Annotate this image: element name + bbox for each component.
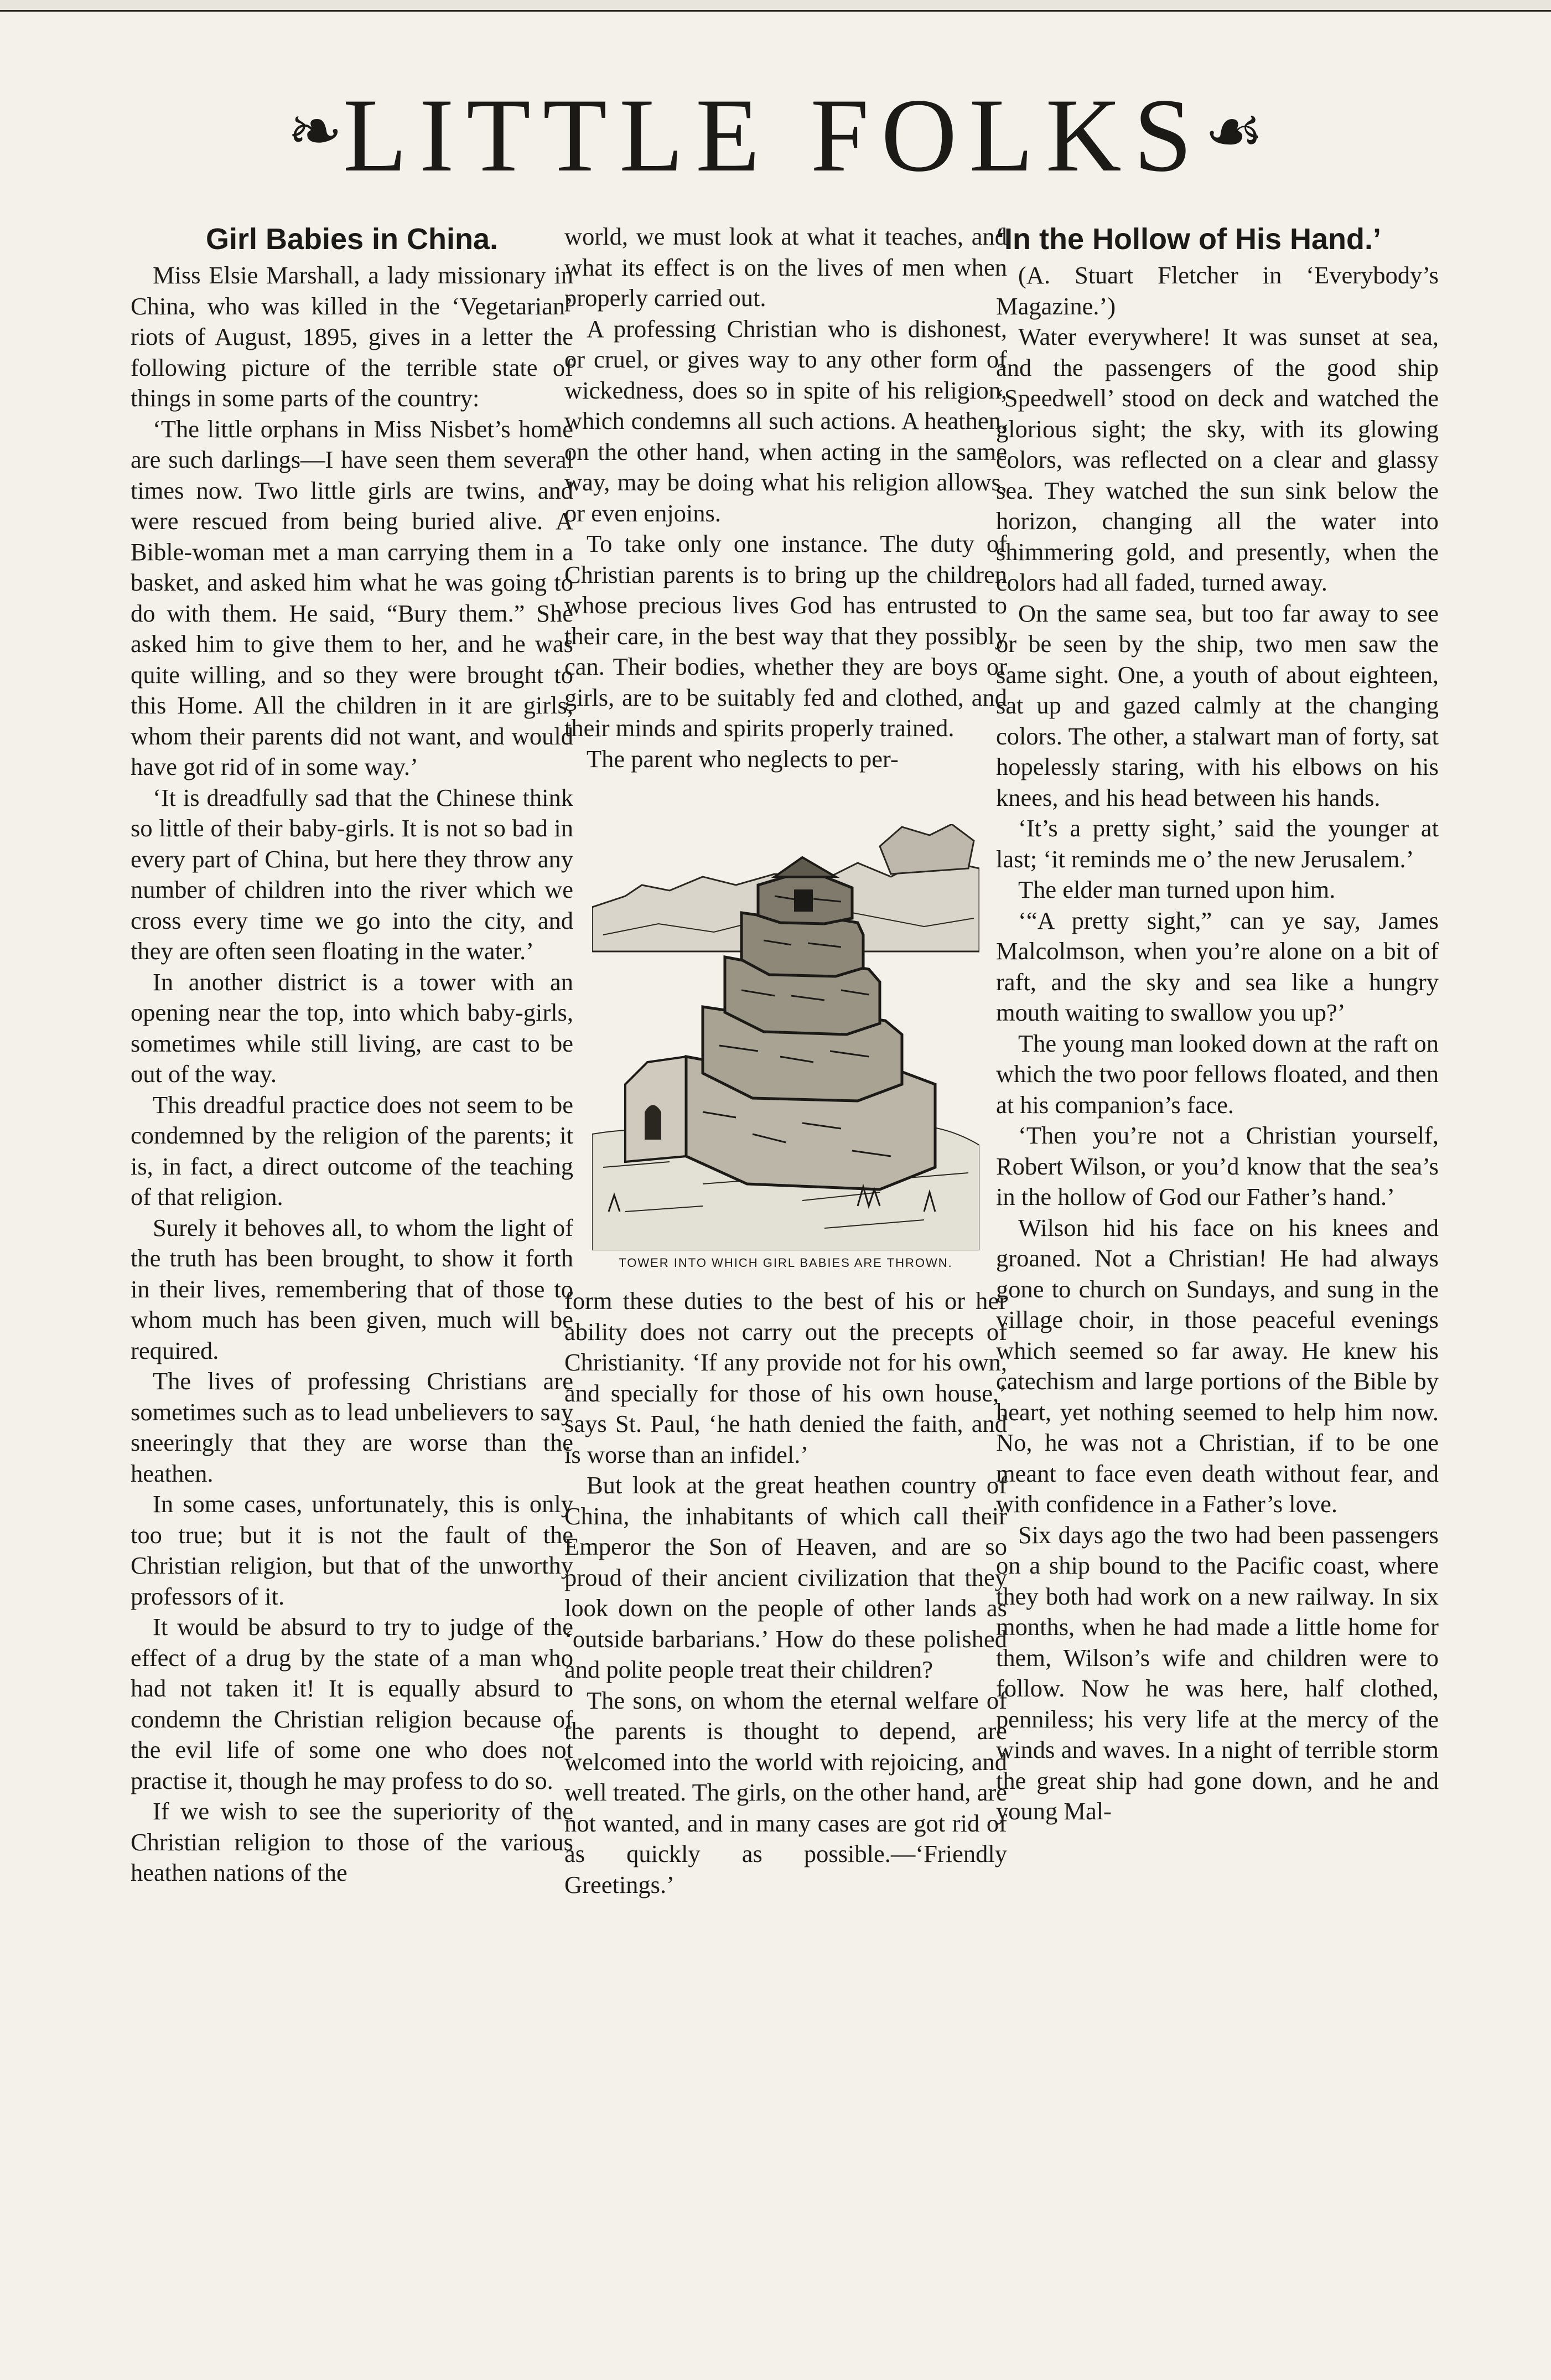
masthead (0, 77, 1551, 194)
paragraph: Miss Elsie Marshall, a lady missionary in China, who was killed in the ‘Vegetarian’ riots of August, 1895, gives in a letter the following picture of the terrible state of things in some parts of the country: (131, 261, 573, 412)
paragraph: ‘It’s a pretty sight,’ said the younger at last; ‘it reminds me o’ the new Jerusalem.’ (996, 814, 1439, 873)
paragraph: The sons, on whom the eternal welfare of the parents is thought to depend, are welcomed into the world with rejoicing, and well treated. The girls, on the other hand, are not wanted, and in many cases are got rid of as quickly as possible.—‘Friendly Greetings.’ (564, 1686, 1007, 1898)
paragraph: It would be absurd to try to judge of the effect of a drug by the state of a man who had not taken it! It is equally absurd to condemn the Christian religion because of the evil life of some one who does not practise it, though he may profess to do so. (131, 1613, 573, 1794)
paragraph: The lives of professing Christians are sometimes such as to lead unbelievers to say sneeringly that they are worse than the heathen. (131, 1367, 573, 1487)
top-rule (0, 0, 1551, 12)
paragraph: world, we must look at what it teaches, and what its effect is on the lives of men when properly carried out. (564, 223, 1007, 312)
paragraph: ‘“A pretty sight,” can ye say, James Malcolmson, when you’re alone on a bit of raft, and the sky and sea like a hungry mouth waiting to swallow you up?’ (996, 906, 1439, 1026)
paragraph: form these duties to the best of his or her ability does not carry out the precepts of Christianity. ‘If any provide not for his own, and specially for those of his own house,’ says St. Paul, ‘he hath denied the faith, and is worse than an infidel.’ (564, 1287, 1007, 1468)
paragraph: On the same sea, but too far away to see or be seen by the ship, two men saw the same sight. One, a youth of about eighteen, sat up and gazed calmly at the changing colors. The other, a stalwart man of forty, sat hopelessly staring, with his elbows on his knees, and his head between his hands. (996, 599, 1439, 811)
paragraph: This dreadful practice does not seem to be condemned by the religion of the parents; it is, in fact, a direct outcome of the teaching of that religion. (131, 1090, 573, 1210)
paragraph: Six days ago the two had been passengers on a ship bound to the Pacific coast, where they both had work on a new railway. In six months, when he had made a little home for them, Wilson’s wife and children were to follow. Now he was here, half clothed, penniless; his very life at the mercy of the winds and waves. In a night of terrible storm the great ship had gone down, and he and young Mal- (996, 1520, 1439, 1825)
paragraph: ‘Then you’re not a Christian yourself, Robert Wilson, or you’d know that the sea’s in the hollow of God our Father’s hand.’ (996, 1121, 1439, 1210)
paragraph: The elder man turned upon him. (1018, 876, 1336, 903)
article-title-girl-babies: Girl Babies in China. (205, 223, 499, 256)
column-2-continued (564, 1286, 1007, 1900)
figure-caption: TOWER INTO WHICH GIRL BABIES ARE THROWN. (619, 1256, 953, 1270)
paragraph: The young man looked down at the raft on which the two poor fellows floated, and then at his companion’s face. (996, 1029, 1439, 1119)
article-title-hollow-of-his-hand: ‘In the Hollow of His Hand.’ (996, 223, 1381, 256)
right-ornament: ☙ (1204, 95, 1264, 168)
paragraph: If we wish to see the superiority of the Christian religion to those of the various heathen nations of the (131, 1797, 573, 1886)
column-1 (131, 221, 573, 1889)
left-ornament: ❧ (287, 95, 343, 168)
paragraph: ‘The little orphans in Miss Nisbet’s home are such darlings—I have seen them several times now. Two little girls are twins, and were rescued from being buried alive. A Bible-woman met a man carrying them in a basket, and asked him what he was going to do with them. He said, “Bury them.” She asked him to give them to her, and he was quite willing, and so they were brought to this Home. All the children in it are girls, whom their parents did not want, and would have got rid of in some way.’ (131, 415, 573, 780)
column-3 (996, 221, 1439, 1827)
column-2 (564, 221, 1007, 1900)
paragraph: In some cases, unfortunately, this is only too true; but it is not the fault of the Christian religion, but that of the unworthy professors of it. (131, 1490, 573, 1610)
paragraph: Wilson hid his face on his knees and groaned. Not a Christian! He had always gone to church on Sundays, and sung in the village choir, in those peaceful evenings which seemed so far away. He knew his catechism and large portions of the Bible by heart, yet nothing seemed to help him now. No, he was not a Christian, if to be one meant to face even death without fear, and with confidence in a Father’s love. (996, 1213, 1439, 1518)
paragraph: ‘It is dreadfully sad that the Chinese think so little of their baby-girls. It is not so bad in every part of China, but here they throw any number of children into the river which we cross every time we go into the city, and they are often seen floating in the water.’ (131, 783, 573, 965)
paragraph: In another district is a tower with an opening near the top, into which baby-girls, sometimes while still living, are cast to be out of the way. (131, 967, 573, 1088)
paragraph: Water everywhere! It was sunset at sea, and the passengers of the good ship ‘Speedwell’ stood on deck and watched the glorious sight; the sky, with its glowing colors, was reflected on a clear and glassy sea. They watched the sun sink below the horizon, changing all the water into shimmering gold, and presently, when the colors had all faded, turned away. (996, 323, 1439, 596)
paragraph: Surely it behoves all, to whom the light of the truth has been brought, to show it forth in their lives, remembering that of those to whom much has been given, much will be required. (131, 1213, 573, 1364)
tower-illustration (564, 824, 1007, 1271)
masthead-title: LITTLE FOLKS (343, 77, 1205, 194)
paragraph: But look at the great heathen country of China, the inhabitants of which call their Emperor the Son of Heaven, and are so proud of their ancient civilization that they look down on the people of other lands as ‘outside barbarians.’ How do these polished and polite people treat their children? (564, 1471, 1007, 1683)
paragraph: A professing Christian who is dishonest, or cruel, or gives way to any other form of wickedness, does so in spite of his religion, which condemns all such actions. A heathen, on the other hand, when acting in the same way, may be doing what his religion allows, or even enjoins. (564, 314, 1007, 527)
paragraph: The parent who neglects to per- (587, 744, 899, 773)
tower-drawing (592, 824, 979, 1250)
paragraph: To take only one instance. The duty of Christian parents is to bring up the children whose precious lives God has entrusted to their care, in the best way that they possibly can. Their bodies, whether they are boys or girls, are to be suitably fed and clothed, and their minds and spirits properly trained. (564, 530, 1007, 742)
byline: (A. Stuart Fletcher in ‘Everybody’s Magazine.’) (996, 261, 1439, 320)
